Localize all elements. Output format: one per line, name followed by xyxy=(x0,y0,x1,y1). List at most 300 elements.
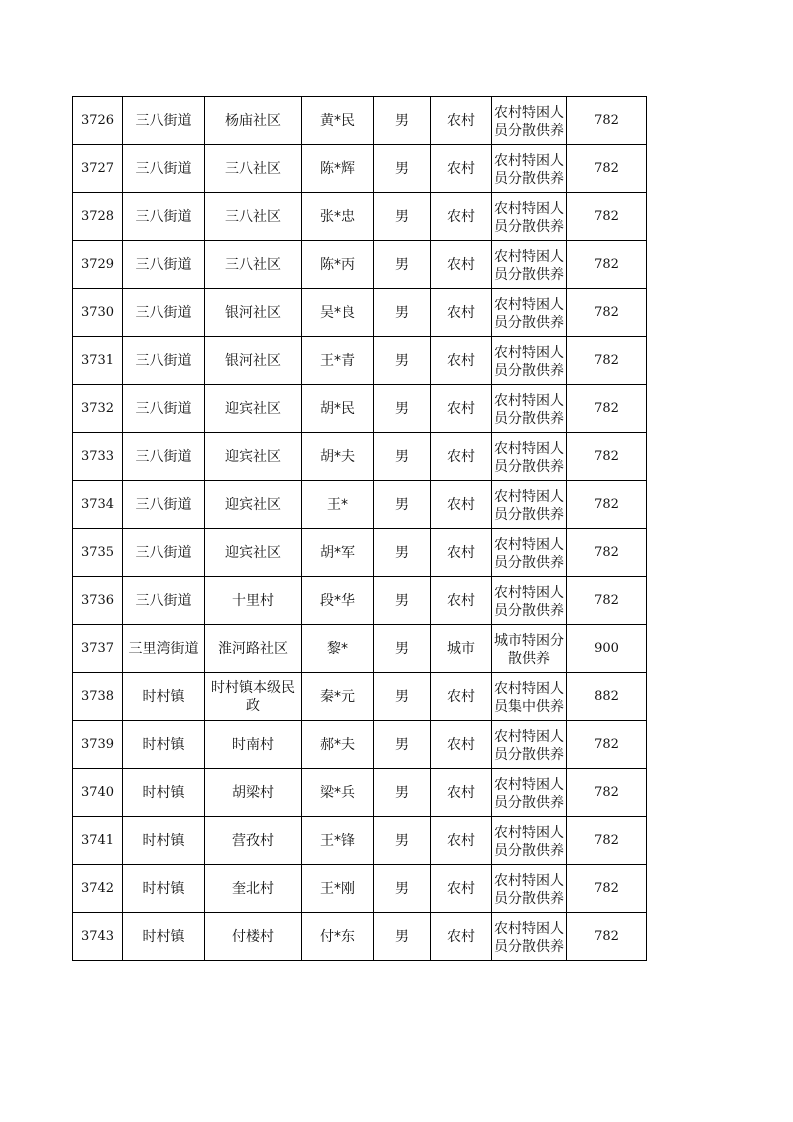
person-name-cell-text: 段*华 xyxy=(320,592,355,609)
area-type-cell-text: 农村 xyxy=(447,400,475,417)
person-name-cell-text: 黄*民 xyxy=(320,112,355,129)
support-type-cell-text: 农村特困人员分散供养 xyxy=(494,104,564,139)
amount-cell xyxy=(567,193,647,241)
table-row xyxy=(73,769,647,817)
table-row xyxy=(73,433,647,481)
community-cell-text: 银河社区 xyxy=(225,352,281,369)
support-type-cell-text: 农村特困人员分散供养 xyxy=(494,728,564,763)
table-row xyxy=(73,289,647,337)
area-type-cell xyxy=(431,865,492,913)
serial-number-cell xyxy=(73,817,123,865)
person-name-cell xyxy=(302,721,374,769)
gender-cell xyxy=(374,145,431,193)
area-type-cell xyxy=(431,385,492,433)
gender-cell-text: 男 xyxy=(395,544,409,561)
person-name-cell xyxy=(302,481,374,529)
gender-cell-text: 男 xyxy=(395,112,409,129)
community-cell-text: 三八社区 xyxy=(225,160,281,177)
street-cell-text: 三八街道 xyxy=(135,256,192,273)
serial-number-cell-text: 3727 xyxy=(80,160,115,176)
community-cell xyxy=(205,241,302,289)
amount-cell-text: 782 xyxy=(594,400,619,416)
person-name-cell-text: 胡*民 xyxy=(320,400,355,417)
gender-cell-text: 男 xyxy=(395,832,409,849)
serial-number-cell-text: 3732 xyxy=(80,400,115,416)
support-type-cell xyxy=(492,337,567,385)
area-type-cell-text: 农村 xyxy=(447,496,475,513)
street-cell xyxy=(123,289,205,337)
area-type-cell-text: 农村 xyxy=(447,304,475,321)
serial-number-cell xyxy=(73,721,123,769)
support-type-cell-text: 农村特困人员分散供养 xyxy=(494,920,564,955)
area-type-cell xyxy=(431,721,492,769)
area-type-cell xyxy=(431,241,492,289)
amount-cell xyxy=(567,385,647,433)
community-cell-text: 十里村 xyxy=(232,592,274,609)
amount-cell-text: 782 xyxy=(594,928,619,944)
person-name-cell-text: 秦*元 xyxy=(320,688,355,705)
amount-cell-text: 782 xyxy=(594,448,619,464)
serial-number-cell xyxy=(73,577,123,625)
community-cell-text: 银河社区 xyxy=(225,304,281,321)
person-name-cell xyxy=(302,673,374,721)
support-type-cell xyxy=(492,625,567,673)
gender-cell-text: 男 xyxy=(395,592,409,609)
amount-cell-text: 782 xyxy=(594,736,619,752)
support-type-cell-text: 农村特困人员分散供养 xyxy=(494,584,564,619)
street-cell-text: 时村镇 xyxy=(142,880,185,897)
area-type-cell-text: 农村 xyxy=(447,592,475,609)
table-row xyxy=(73,721,647,769)
street-cell-text: 时村镇 xyxy=(142,688,185,705)
community-cell-text: 淮河路社区 xyxy=(218,640,288,657)
street-cell xyxy=(123,673,205,721)
area-type-cell-text: 农村 xyxy=(447,160,475,177)
table-row xyxy=(73,241,647,289)
area-type-cell-text: 农村 xyxy=(447,112,475,129)
community-cell xyxy=(205,625,302,673)
area-type-cell xyxy=(431,913,492,961)
gender-cell-text: 男 xyxy=(395,304,409,321)
serial-number-cell xyxy=(73,289,123,337)
serial-number-cell-text: 3739 xyxy=(80,736,115,752)
street-cell xyxy=(123,817,205,865)
area-type-cell-text: 城市 xyxy=(447,640,475,657)
person-name-cell-text: 王*刚 xyxy=(320,880,355,897)
person-name-cell-text: 郝*夫 xyxy=(320,736,355,753)
support-type-cell-text: 农村特困人员分散供养 xyxy=(494,872,564,907)
serial-number-cell-text: 3733 xyxy=(80,448,115,464)
street-cell-text: 三八街道 xyxy=(135,400,192,417)
gender-cell-text: 男 xyxy=(395,400,409,417)
serial-number-cell-text: 3729 xyxy=(80,256,115,272)
area-type-cell xyxy=(431,577,492,625)
area-type-cell xyxy=(431,193,492,241)
amount-cell-text: 782 xyxy=(594,832,619,848)
street-cell-text: 三八街道 xyxy=(135,112,192,129)
person-name-cell xyxy=(302,433,374,481)
amount-cell-text: 782 xyxy=(594,784,619,800)
table-row xyxy=(73,817,647,865)
serial-number-cell xyxy=(73,865,123,913)
support-type-cell xyxy=(492,577,567,625)
community-cell xyxy=(205,433,302,481)
person-name-cell xyxy=(302,817,374,865)
person-name-cell-text: 黎* xyxy=(327,640,348,657)
person-name-cell xyxy=(302,97,374,145)
support-type-cell-text: 农村特困人员分散供养 xyxy=(494,824,564,859)
amount-cell-text: 782 xyxy=(594,544,619,560)
gender-cell-text: 男 xyxy=(395,256,409,273)
support-type-cell-text: 农村特困人员分散供养 xyxy=(494,776,564,811)
community-cell-text: 迎宾社区 xyxy=(225,544,281,561)
person-name-cell-text: 吴*良 xyxy=(320,304,355,321)
support-type-cell-text: 城市特困分散供养 xyxy=(494,632,564,667)
street-cell-text: 三里湾街道 xyxy=(128,640,199,657)
street-cell xyxy=(123,193,205,241)
gender-cell-text: 男 xyxy=(395,160,409,177)
support-type-cell-text: 农村特困人员分散供养 xyxy=(494,536,564,571)
area-type-cell xyxy=(431,625,492,673)
person-name-cell xyxy=(302,625,374,673)
serial-number-cell-text: 3734 xyxy=(80,496,115,512)
support-type-cell-text: 农村特困人员分散供养 xyxy=(494,152,564,187)
support-type-cell xyxy=(492,289,567,337)
amount-cell-text: 782 xyxy=(594,592,619,608)
serial-number-cell xyxy=(73,145,123,193)
community-cell xyxy=(205,673,302,721)
table-row xyxy=(73,337,647,385)
amount-cell xyxy=(567,769,647,817)
support-type-cell-text: 农村特困人员分散供养 xyxy=(494,296,564,331)
support-type-cell xyxy=(492,913,567,961)
support-type-cell xyxy=(492,385,567,433)
community-cell-text: 营孜村 xyxy=(232,832,274,849)
area-type-cell xyxy=(431,529,492,577)
area-type-cell xyxy=(431,481,492,529)
table-row xyxy=(73,193,647,241)
serial-number-cell-text: 3740 xyxy=(80,784,115,800)
support-type-cell-text: 农村特困人员分散供养 xyxy=(494,248,564,283)
community-cell-text: 迎宾社区 xyxy=(225,496,281,513)
street-cell-text: 时村镇 xyxy=(142,736,185,753)
person-name-cell-text: 陈*辉 xyxy=(320,160,355,177)
support-type-cell xyxy=(492,673,567,721)
serial-number-cell-text: 3730 xyxy=(80,304,115,320)
person-name-cell xyxy=(302,529,374,577)
table-row xyxy=(73,97,647,145)
amount-cell xyxy=(567,97,647,145)
amount-cell-text: 782 xyxy=(594,160,619,176)
area-type-cell-text: 农村 xyxy=(447,208,475,225)
person-name-cell-text: 胡*夫 xyxy=(320,448,355,465)
street-cell xyxy=(123,385,205,433)
community-cell-text: 迎宾社区 xyxy=(225,400,281,417)
community-cell-text: 胡梁村 xyxy=(232,784,274,801)
support-type-cell xyxy=(492,865,567,913)
serial-number-cell xyxy=(73,97,123,145)
support-type-cell-text: 农村特困人员分散供养 xyxy=(494,344,564,379)
gender-cell xyxy=(374,241,431,289)
area-type-cell xyxy=(431,433,492,481)
person-name-cell xyxy=(302,385,374,433)
gender-cell-text: 男 xyxy=(395,688,409,705)
person-name-cell xyxy=(302,145,374,193)
support-type-cell xyxy=(492,145,567,193)
amount-cell xyxy=(567,241,647,289)
support-type-cell xyxy=(492,721,567,769)
person-name-cell xyxy=(302,289,374,337)
area-type-cell xyxy=(431,145,492,193)
street-cell-text: 三八街道 xyxy=(135,592,192,609)
amount-cell xyxy=(567,913,647,961)
street-cell xyxy=(123,913,205,961)
serial-number-cell-text: 3737 xyxy=(80,640,115,656)
area-type-cell-text: 农村 xyxy=(447,688,475,705)
area-type-cell-text: 农村 xyxy=(447,928,475,945)
serial-number-cell-text: 3743 xyxy=(80,928,115,944)
gender-cell-text: 男 xyxy=(395,208,409,225)
street-cell xyxy=(123,337,205,385)
person-name-cell-text: 付*东 xyxy=(320,928,355,945)
area-type-cell xyxy=(431,769,492,817)
area-type-cell-text: 农村 xyxy=(447,544,475,561)
serial-number-cell-text: 3731 xyxy=(80,352,115,368)
gender-cell xyxy=(374,529,431,577)
table-row xyxy=(73,625,647,673)
gender-cell xyxy=(374,769,431,817)
community-cell-text: 时南村 xyxy=(232,736,274,753)
gender-cell-text: 男 xyxy=(395,784,409,801)
gender-cell xyxy=(374,721,431,769)
amount-cell xyxy=(567,337,647,385)
community-cell-text: 奎北村 xyxy=(232,880,274,897)
community-cell-text: 杨庙社区 xyxy=(225,112,281,129)
street-cell xyxy=(123,769,205,817)
area-type-cell-text: 农村 xyxy=(447,736,475,753)
area-type-cell-text: 农村 xyxy=(447,880,475,897)
amount-cell-text: 782 xyxy=(594,208,619,224)
person-name-cell xyxy=(302,865,374,913)
street-cell-text: 三八街道 xyxy=(135,544,192,561)
street-cell xyxy=(123,577,205,625)
area-type-cell-text: 农村 xyxy=(447,352,475,369)
serial-number-cell-text: 3735 xyxy=(80,544,115,560)
serial-number-cell xyxy=(73,337,123,385)
serial-number-cell xyxy=(73,625,123,673)
street-cell-text: 三八街道 xyxy=(135,496,192,513)
community-cell xyxy=(205,913,302,961)
amount-cell xyxy=(567,433,647,481)
serial-number-cell xyxy=(73,529,123,577)
area-type-cell-text: 农村 xyxy=(447,256,475,273)
street-cell xyxy=(123,481,205,529)
street-cell-text: 时村镇 xyxy=(142,832,185,849)
person-name-cell xyxy=(302,577,374,625)
support-type-cell xyxy=(492,529,567,577)
support-type-cell xyxy=(492,433,567,481)
support-type-cell xyxy=(492,481,567,529)
gender-cell xyxy=(374,577,431,625)
serial-number-cell xyxy=(73,385,123,433)
gender-cell xyxy=(374,865,431,913)
gender-cell xyxy=(374,625,431,673)
support-type-cell xyxy=(492,193,567,241)
street-cell xyxy=(123,721,205,769)
amount-cell xyxy=(567,529,647,577)
amount-cell xyxy=(567,145,647,193)
gender-cell-text: 男 xyxy=(395,496,409,513)
gender-cell xyxy=(374,913,431,961)
gender-cell xyxy=(374,97,431,145)
gender-cell xyxy=(374,817,431,865)
amount-cell-text: 782 xyxy=(594,256,619,272)
community-cell xyxy=(205,97,302,145)
serial-number-cell-text: 3726 xyxy=(80,112,115,128)
roster-table xyxy=(72,96,647,961)
table-row xyxy=(73,529,647,577)
community-cell xyxy=(205,193,302,241)
support-type-cell-text: 农村特困人员分散供养 xyxy=(494,488,564,523)
serial-number-cell xyxy=(73,481,123,529)
gender-cell-text: 男 xyxy=(395,448,409,465)
street-cell xyxy=(123,529,205,577)
gender-cell xyxy=(374,289,431,337)
street-cell-text: 三八街道 xyxy=(135,448,192,465)
community-cell xyxy=(205,385,302,433)
area-type-cell xyxy=(431,337,492,385)
gender-cell xyxy=(374,481,431,529)
gender-cell-text: 男 xyxy=(395,640,409,657)
street-cell-text: 三八街道 xyxy=(135,208,192,225)
amount-cell-text: 782 xyxy=(594,304,619,320)
person-name-cell-text: 王*青 xyxy=(320,352,355,369)
gender-cell-text: 男 xyxy=(395,880,409,897)
table-row xyxy=(73,481,647,529)
amount-cell-text: 782 xyxy=(594,112,619,128)
person-name-cell-text: 陈*丙 xyxy=(320,256,355,273)
person-name-cell-text: 王* xyxy=(327,496,348,513)
person-name-cell xyxy=(302,241,374,289)
street-cell xyxy=(123,625,205,673)
support-type-cell-text: 农村特困人员分散供养 xyxy=(494,200,564,235)
community-cell xyxy=(205,865,302,913)
gender-cell xyxy=(374,433,431,481)
amount-cell-text: 782 xyxy=(594,880,619,896)
amount-cell-text: 882 xyxy=(594,688,619,704)
person-name-cell-text: 张*忠 xyxy=(320,208,355,225)
serial-number-cell xyxy=(73,913,123,961)
support-type-cell-text: 农村特困人员集中供养 xyxy=(494,680,564,715)
serial-number-cell xyxy=(73,193,123,241)
community-cell xyxy=(205,529,302,577)
person-name-cell xyxy=(302,193,374,241)
gender-cell xyxy=(374,673,431,721)
community-cell xyxy=(205,577,302,625)
street-cell xyxy=(123,433,205,481)
table-row xyxy=(73,865,647,913)
support-type-cell xyxy=(492,241,567,289)
gender-cell xyxy=(374,193,431,241)
support-type-cell xyxy=(492,817,567,865)
gender-cell-text: 男 xyxy=(395,928,409,945)
amount-cell xyxy=(567,673,647,721)
amount-cell-text: 900 xyxy=(594,640,619,656)
table-row xyxy=(73,913,647,961)
gender-cell xyxy=(374,337,431,385)
serial-number-cell xyxy=(73,769,123,817)
person-name-cell-text: 梁*兵 xyxy=(320,784,355,801)
area-type-cell xyxy=(431,817,492,865)
serial-number-cell xyxy=(73,673,123,721)
person-name-cell xyxy=(302,337,374,385)
street-cell-text: 三八街道 xyxy=(135,160,192,177)
community-cell-text: 三八社区 xyxy=(225,256,281,273)
table-row xyxy=(73,145,647,193)
gender-cell xyxy=(374,385,431,433)
community-cell-text: 付楼村 xyxy=(232,928,274,945)
area-type-cell xyxy=(431,289,492,337)
community-cell xyxy=(205,769,302,817)
support-type-cell-text: 农村特困人员分散供养 xyxy=(494,392,564,427)
street-cell-text: 三八街道 xyxy=(135,352,192,369)
community-cell xyxy=(205,817,302,865)
community-cell-text: 三八社区 xyxy=(225,208,281,225)
amount-cell xyxy=(567,625,647,673)
person-name-cell-text: 胡*军 xyxy=(320,544,355,561)
serial-number-cell-text: 3728 xyxy=(80,208,115,224)
serial-number-cell-text: 3741 xyxy=(80,832,115,848)
street-cell xyxy=(123,241,205,289)
area-type-cell xyxy=(431,97,492,145)
area-type-cell-text: 农村 xyxy=(447,448,475,465)
table-row xyxy=(73,673,647,721)
person-name-cell xyxy=(302,769,374,817)
street-cell xyxy=(123,145,205,193)
table-row xyxy=(73,385,647,433)
amount-cell xyxy=(567,481,647,529)
serial-number-cell xyxy=(73,433,123,481)
person-name-cell xyxy=(302,913,374,961)
community-cell xyxy=(205,721,302,769)
serial-number-cell-text: 3736 xyxy=(80,592,115,608)
amount-cell-text: 782 xyxy=(594,352,619,368)
community-cell xyxy=(205,337,302,385)
area-type-cell xyxy=(431,673,492,721)
community-cell xyxy=(205,289,302,337)
amount-cell xyxy=(567,289,647,337)
area-type-cell-text: 农村 xyxy=(447,832,475,849)
amount-cell xyxy=(567,817,647,865)
serial-number-cell-text: 3742 xyxy=(80,880,115,896)
support-type-cell xyxy=(492,97,567,145)
amount-cell-text: 782 xyxy=(594,496,619,512)
street-cell xyxy=(123,865,205,913)
support-type-cell xyxy=(492,769,567,817)
street-cell xyxy=(123,97,205,145)
community-cell xyxy=(205,145,302,193)
community-cell-text: 时村镇本级民政 xyxy=(211,679,295,714)
serial-number-cell-text: 3738 xyxy=(80,688,115,704)
area-type-cell-text: 农村 xyxy=(447,784,475,801)
gender-cell-text: 男 xyxy=(395,352,409,369)
support-type-cell-text: 农村特困人员分散供养 xyxy=(494,440,564,475)
community-cell-text: 迎宾社区 xyxy=(225,448,281,465)
street-cell-text: 三八街道 xyxy=(135,304,192,321)
amount-cell xyxy=(567,577,647,625)
serial-number-cell xyxy=(73,241,123,289)
amount-cell xyxy=(567,721,647,769)
